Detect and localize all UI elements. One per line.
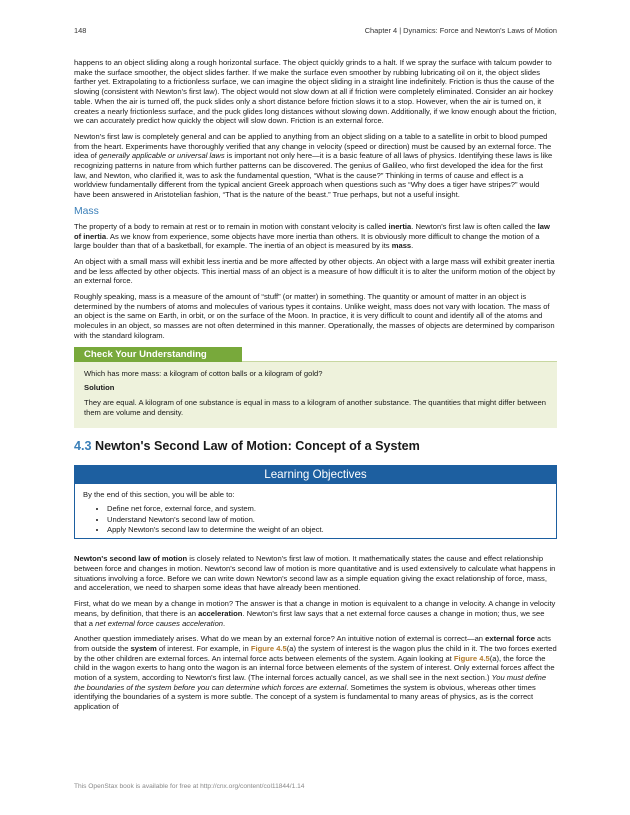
objectives-title: Learning Objectives [75, 466, 556, 484]
objective-item: • Understand Newton's second law of motion. [107, 515, 548, 525]
objectives-intro: By the end of this section, you will be able to: [83, 490, 235, 500]
page-header [74, 26, 557, 38]
section-title: Newton's Second Law of Motion: Concept of a System [95, 439, 420, 454]
term-second-law: Newton's second law of motion [74, 554, 188, 564]
figure-link[interactable]: Figure 4.5 [250, 643, 287, 653]
paragraph-external-force: Another question immediately arises. What do we mean by an external force? An intuitive notion of external is correct—an external force acts from outside the system of interest. For example, in Figure 4.5(a) the system of interest is the wagon plus the child in it. The two forces exerted by the other children are external forces. An internal force acts between elements of the system. Again looking at Figure 4.5(a), the force the child in the wagon exerts to hang onto the wagon is an internal force between elements of the system of interest. Only external forces affect the motion of a system, according to Newton's first law. (The internal forces actually cancel, as we shall see in the next section.) You must define the boundaries of the system before you can determine which forces are external. Sometimes the system is obvious, whereas other times identifying the boundaries of a system is more subtle. The concept of a system is fundamental to many areas of physics, as is the correct application of [74, 634, 557, 712]
page-footer: This OpenStax book is available for free at http://cnx.org/content/col11844/1.14 [74, 783, 305, 790]
objectives-list [83, 504, 548, 535]
objectives-body [75, 484, 556, 538]
section-number: 4.3 [74, 439, 92, 454]
paragraph-friction: happens to an object sliding along a rough horizontal surface. The object quickly grinds to a halt. If we spray the surface with talcum powder to make the surface smoother, the object slides farther. If we make the surface even smoother by rubbing lubricating oil on it, the object slides farther yet. Extrapolating to a frictionless surface, we can imagine the object sliding in a straight line indefinitely. Friction is thus the cause of the slowing (consistent with Newton's first law). The object would not slow down at all if friction were completely eliminated. Consider an air hockey table. When the air is turned off, the puck slides only a short distance before friction slows it to a stop. However, when the air is turned on, it creates a nearly frictionless surface, and the puck glides long distances without slowing down. Additionally, if we know enough about the friction, we can accurately predict how quickly the object will slow down. Friction is an external force. [74, 58, 557, 126]
section-heading [74, 439, 557, 454]
paragraph-change-in-motion: First, what do we mean by a change in motion? The answer is that a change in motion is equivalent to a change in velocity. A change in velocity means, by definition, that there is an acceleration. Newton's first law says that a net external force causes a change in motion; thus, we see that a net external force causes acceleration. [74, 599, 556, 628]
emphasis-net-force: net external force causes acceleration [95, 618, 224, 628]
paragraph-stuff: Roughly speaking, mass is a measure of the amount of “stuff” (or matter) in something. The quantity or amount of matter in an object is determined by the numbers of atoms and molecules of various types it contains. Unlike weight, mass does not vary with location. The mass of an object is the same on Earth, in orbit, or on the surface of the Moon. In practice, it is very difficult to count and identify all of the atoms and molecules in an object, so masses are not often determined in this manner. Operationally, the masses of objects are determined by comparison with the standard kilogram. [74, 292, 555, 340]
term-law-of-inertia: law of inertia [74, 221, 550, 241]
term-external-force: external force [485, 634, 535, 644]
objective-item: • Define net force, external force, and system. [107, 504, 548, 514]
term-mass: mass [391, 241, 412, 251]
term-acceleration: acceleration [198, 608, 243, 618]
paragraph-second-law: Newton's second law of motion is closely related to Newton's first law of motion. It mathematically states the cause and effect relationship between force and changes in motion. Newton's second law of motion is more quantitative and is used extensively to calculate what happens in situations involving a force. Before we can write down Newton's second law as a simple equation giving the exact relationship of force, mass, and acceleration, we need to sharpen some ideas that have already been mentioned. [74, 554, 556, 593]
check-question: Which has more mass: a kilogram of cotton balls or a kilogram of gold? [84, 368, 323, 378]
emphasis-system-boundaries: You must define the boundaries of the system before you can determine which forces are external [74, 673, 547, 692]
figure-link[interactable]: Figure 4.5 [453, 653, 490, 663]
page-content [74, 58, 557, 718]
learning-objectives [74, 465, 557, 539]
mass-heading: Mass [74, 205, 99, 217]
paragraph-inertia: The property of a body to remain at rest or to remain in motion with constant velocity is called inertia. Newton's first law is often called the law of inertia. As we know from experience, some objects have more inertia than others. It is obviously more difficult to change the motion of a large boulder than that of a basketball, for example. The inertia of an object is measured by its mass. [74, 221, 550, 251]
term-system: system [130, 643, 157, 653]
paragraph-small-mass: An object with a small mass will exhibit less inertia and be more affected by other objects. An object with a large mass will exhibit greater inertia and be less affected by other objects. This inertial mass of an object is a measure of how difficult it is to alter the uniform motion of the object by an external force. [74, 256, 556, 286]
emphasis-universal-laws: generally applicable or universal laws [98, 151, 225, 161]
chapter-title: Chapter 4 | Dynamics: Force and Newton's Laws of Motion [364, 26, 557, 35]
objective-item: • Apply Newton's second law to determine the weight of an object. [107, 525, 548, 535]
term-inertia: inertia [388, 221, 412, 231]
check-solution: They are equal. A kilogram of one substance is equal in mass to a kilogram of another substance. The quantities that might differ between them are volume and density. [84, 397, 546, 417]
paragraph-first-law: Newton's first law is completely general and can be applied to anything from an object sliding on a table to a satellite in orbit to blood pumped from the heart. Experiments have thoroughly verified that any change in velocity (speed or direction) must be caused by an external force. The idea of generally applicable or universal laws is important not only here—it is a basic feature of all laws of physics. Identifying these laws is like recognizing patterns in nature from which further patterns can be discovered. The genius of Galileo, who first developed the idea for the first law, and Newton, who clarified it, was to ask the fundamental question, “What is the cause?” Thinking in terms of cause and effect is a worldview fundamentally different from the typical ancient Greek approach when questions such as “Why does a tiger have stripes?” would have been answered in Aristotelian fashion, “That is the nature of the beast.” True perhaps, but not a useful insight. [74, 131, 553, 200]
check-body [74, 362, 557, 429]
check-solution-label: Solution [84, 383, 115, 393]
check-your-understanding [74, 347, 557, 429]
check-title: Check Your Understanding [74, 347, 242, 362]
page-number: 148 [74, 26, 87, 35]
